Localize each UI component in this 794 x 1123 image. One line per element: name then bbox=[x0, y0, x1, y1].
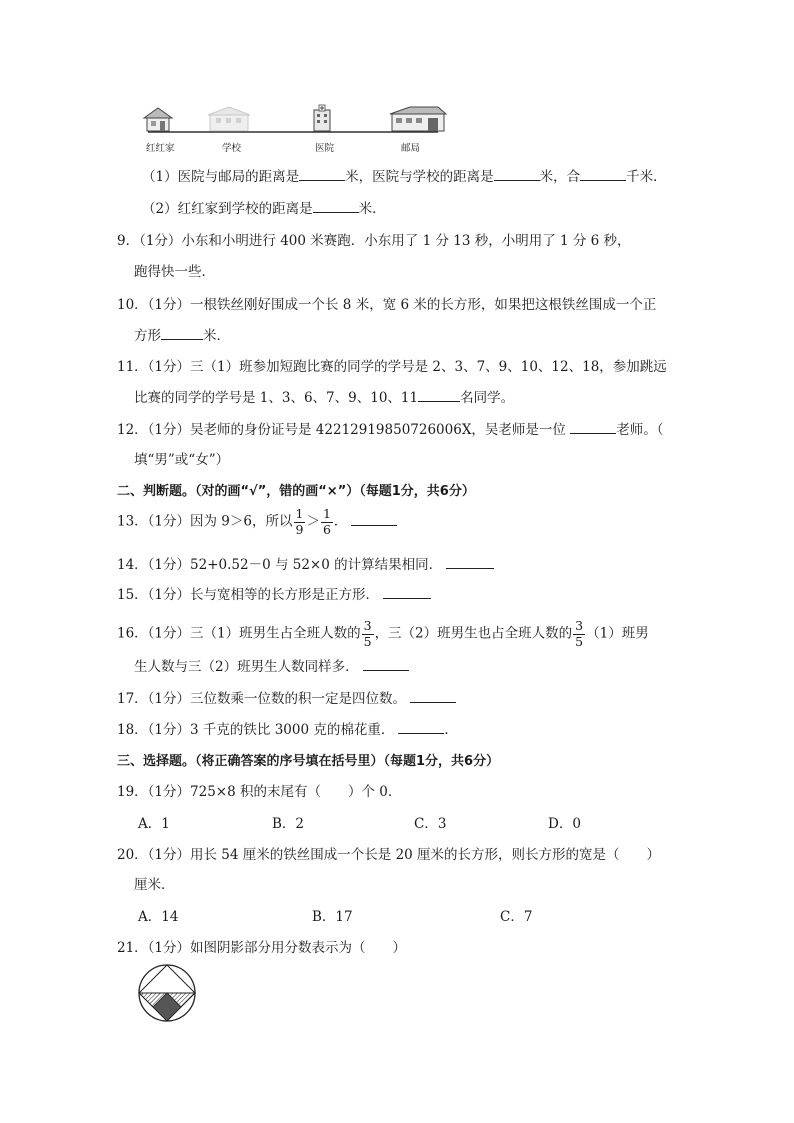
q16-text-a: 16．（1分）三（1）班男生占全班人数的 bbox=[117, 625, 361, 642]
q8-sub1-text-d: 千米． bbox=[626, 169, 667, 185]
answer-blank[interactable] bbox=[580, 168, 626, 181]
q8-sub2-text-a: （2）红红家到学校的距离是 bbox=[142, 201, 313, 217]
q12-text-a: 12．（1分）吴老师的身份证号是 42212919850726006X，吴老师是一位 bbox=[117, 422, 566, 438]
q10-text-a: 方形 bbox=[134, 328, 161, 344]
q17-text: 17．（1分）三位数乘一位数的积一定是四位数。 bbox=[117, 691, 407, 707]
q12-line2: 填“男”或“女”） bbox=[134, 452, 230, 468]
q8-sub1 bbox=[142, 165, 667, 185]
q20-option-b[interactable]: B．17 bbox=[312, 909, 353, 925]
fraction: $\frac{3}{5}$ bbox=[363, 618, 372, 649]
q21-figure bbox=[136, 962, 198, 1028]
answer-blank[interactable] bbox=[299, 168, 345, 181]
answer-blank[interactable] bbox=[363, 658, 409, 671]
q19-option-c[interactable]: C．3 bbox=[414, 816, 447, 832]
q15-text: 15．（1分）长与宽相等的长方形是正方形． bbox=[117, 587, 380, 603]
q9-line2: 跑得快一些． bbox=[134, 264, 215, 280]
q20-line2: 厘米． bbox=[134, 877, 175, 893]
q16-text-line2: 生人数与三（2）班男生人数同样多． bbox=[134, 659, 359, 675]
q16-line2 bbox=[134, 655, 409, 675]
q8-sub1-text-b: 米，医院与学校的距离是 bbox=[345, 169, 494, 185]
house-icon bbox=[144, 108, 172, 131]
q20-option-a[interactable]: A．14 bbox=[138, 909, 179, 925]
q11-text-b: 名同学。 bbox=[460, 390, 515, 406]
q20-option-c[interactable]: C．7 bbox=[500, 909, 533, 925]
shaded-circle-diagram bbox=[136, 962, 198, 1024]
q13: 13．（1分）因为 9＞6，所以 $\frac{1}{9}$ ＞ $\frac{1}{6}$ ． bbox=[117, 508, 397, 536]
q14 bbox=[117, 553, 494, 573]
fraction: $\frac{3}{5}$ bbox=[575, 618, 584, 649]
section-3-title: 三、选择题。（将正确答案的序号填在括号里）（每题1分，共6分） bbox=[117, 754, 500, 769]
q8-sub1-text-c: 米，合 bbox=[539, 169, 581, 185]
q16-line1 bbox=[117, 620, 649, 648]
answer-blank[interactable] bbox=[446, 556, 494, 569]
map-label-post-office: 邮局 bbox=[401, 143, 421, 154]
answer-blank[interactable] bbox=[418, 389, 460, 402]
map-label-hospital: 医院 bbox=[315, 143, 335, 154]
answer-blank[interactable] bbox=[410, 690, 456, 703]
q15 bbox=[117, 583, 431, 603]
map-label-home: 红红家 bbox=[146, 143, 175, 154]
answer-blank[interactable] bbox=[398, 721, 444, 734]
answer-blank[interactable] bbox=[161, 327, 203, 340]
q19-option-a[interactable]: A．1 bbox=[138, 816, 170, 832]
q17 bbox=[117, 687, 456, 707]
q12-text-b: 老师。（ bbox=[616, 422, 664, 438]
q13-text: 13．（1分）因为 9＞6，所以 bbox=[117, 513, 293, 530]
q10-line2 bbox=[134, 324, 230, 344]
answer-blank[interactable] bbox=[383, 586, 431, 599]
fraction: $\frac{1}{6}$ bbox=[322, 506, 331, 537]
q11-text-a: 比赛的同学的学号是 1、3、6、7、9、10、11 bbox=[134, 390, 419, 406]
q9-line1: 9．（1分）小东和小明进行 400 米赛跑．小东用了 1 分 13 秒，小明用了 1 分 6 秒， bbox=[117, 233, 631, 249]
answer-blank[interactable] bbox=[313, 200, 359, 213]
section-2-title: 二、判断题。（对的画“√”，错的画“×”）（每题1分，共6分） bbox=[117, 484, 475, 499]
q11-line2 bbox=[134, 386, 514, 406]
q19-text: 19．（1分）725×8 积的末尾有（ ）个 0． bbox=[117, 784, 402, 800]
q20-line1: 20．（1分）用长 54 厘米的铁丝围成一个长是 20 厘米的长方形，则长方形的宽是（ ） bbox=[117, 847, 661, 863]
q8-sub1-text-a: （1）医院与邮局的距离是 bbox=[142, 169, 300, 185]
map-label-school: 学校 bbox=[222, 143, 242, 154]
q19-option-d[interactable]: D．0 bbox=[548, 816, 581, 832]
q18-text: 18．（1分）3 千克的铁比 3000 克的棉花重． bbox=[117, 722, 395, 738]
q18: 18．（1分）3 千克的铁比 3000 克的棉花重． ． bbox=[117, 722, 458, 738]
fraction: $\frac{1}{9}$ bbox=[295, 506, 304, 537]
answer-blank[interactable] bbox=[494, 168, 540, 181]
q8-sub2 bbox=[142, 197, 386, 217]
q16-text-b: ，三（2）班男生也占全班人数的 bbox=[374, 625, 573, 642]
q21-text: 21．（1分）如图阴影部分用分数表示为（ ） bbox=[117, 940, 407, 956]
q12-line1 bbox=[117, 418, 663, 438]
answer-blank[interactable] bbox=[351, 513, 397, 526]
q19-option-b[interactable]: B．2 bbox=[272, 816, 305, 832]
q10-text-b: 米． bbox=[203, 328, 230, 344]
q16-text-c: （1）班男 bbox=[586, 625, 649, 642]
hospital-icon bbox=[314, 105, 330, 131]
post-office-icon bbox=[390, 107, 446, 131]
school-icon bbox=[208, 107, 250, 131]
q10-line1: 10．（1分）一根铁丝刚好围成一个长 8 米，宽 6 米的长方形，如果把这根铁丝围成一个正 bbox=[117, 297, 657, 313]
q11-line1: 11．（1分）三（1）班参加短跑比赛的同学的学号是 2、3、7、9、10、12、18，参加跳远 bbox=[117, 359, 667, 375]
q14-text: 14．（1分）52+0.52－0 与 52×0 的计算结果相同． bbox=[117, 557, 443, 573]
answer-blank[interactable] bbox=[570, 421, 616, 434]
q8-sub2-text-b: 米． bbox=[358, 201, 386, 217]
